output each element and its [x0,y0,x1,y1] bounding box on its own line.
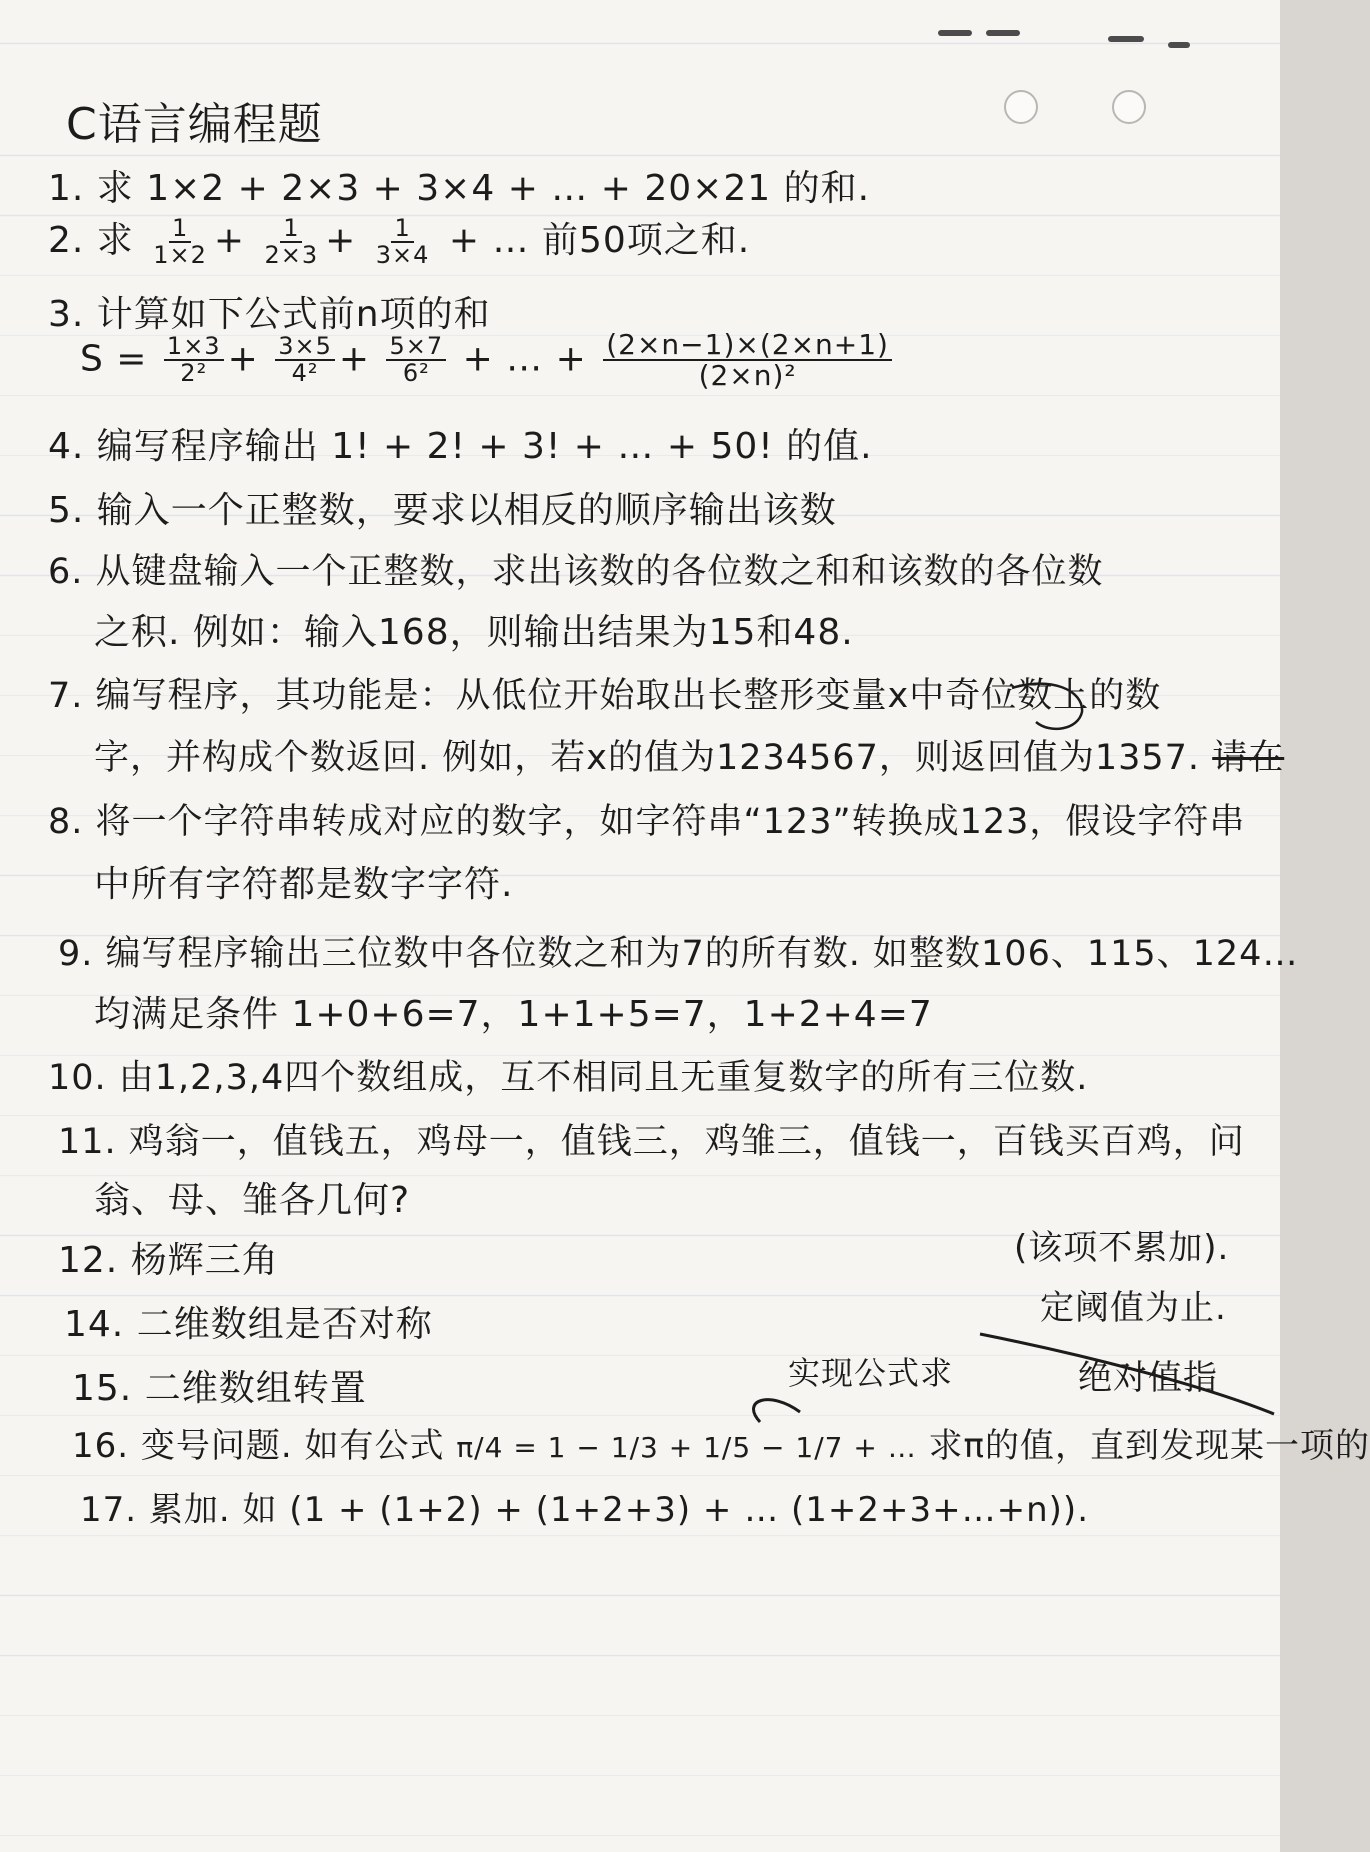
top-ink-mark [1168,42,1190,48]
question-12: 12. 杨辉三角 [58,1240,279,1281]
fraction: $\frac{1}{1\times 2}$ [153,213,207,269]
fraction: $\frac{1\times 3}{\text{2²}}$ [164,334,224,386]
insert-note: 实现公式求 [788,1354,954,1392]
question-8-line-2: 中所有字符都是数字字符. [94,864,514,905]
question-15: 15. 二维数组转置 [72,1368,367,1409]
question-8-line-1: 8. 将一个字符串转成对应的数字，如字符串“123”转换成123，假设字符串 [48,802,1246,842]
top-ink-mark [938,30,972,36]
question-17: 17. 累加. 如 (1 + (1+2) + (1+2+3) + … (1+2+3+…+n)). [80,1490,1089,1530]
fraction: $\frac{3\times 5}{\text{4²}}$ [275,334,335,386]
top-ink-mark [1108,36,1144,42]
question-16: 16. 变号问题. 如有公式 π/4 = 1 − 1/3 + 1/5 − 1/7 + … 求π的值，直到发现某一项的 [72,1426,1370,1466]
question-6-line-2: 之积. 例如：输入168，则输出结果为15和48. [94,612,854,653]
binder-hole [1004,90,1038,124]
question-7-line-1: 7. 编写程序，其功能是：从低位开始取出长整形变量x中奇位数上的数 [48,676,1162,716]
question-5: 5. 输入一个正整数，要求以相反的顺序输出该数 [48,490,837,531]
fraction: $\frac{1}{2\times 3}$ [264,213,319,269]
question-10: 10. 由1,2,3,4四个数组成，互不相同且无重复数字的所有三位数. [48,1058,1089,1098]
question-3-line-1: 3. 计算如下公式前n项的和 [48,294,491,335]
question-11-line-2: 翁、母、雏各几何? [94,1180,411,1221]
question-14: 14. 二维数组是否对称 [64,1304,433,1345]
question-6-line-1: 6. 从键盘输入一个正整数，求出该数的各位数之和和该数的各位数 [48,552,1104,592]
question-9-line-2: 均满足条件 1+0+6=7，1+1+5=7，1+2+4=7 [94,994,933,1035]
question-2-head: 2. 求 [48,220,134,261]
question-2-tail: + … 前50项之和. [448,220,751,261]
question-3-formula: S = $\frac{1\times 3}{\text{2²}}$ + $\frac{3\times 5}{\text{4²}}$ + $\frac{5\times 7}{\text{6²}}$ + … + $\frac{(2\times n-1)\times(2\times n+1)}{\text{(2×n)²}}$ [80,330,896,391]
struck-text: 请在 [1212,738,1285,778]
question-2: 2. 求 $\frac{1}{1\times 2}$ + $\frac{1}{2\times 3}$ + $\frac{1}{3\times 4}$ + … 前50项之和. [48,213,751,269]
fraction: $\frac{1}{3\times 4}$ [375,213,430,269]
binder-hole [1112,90,1146,124]
side-note-3: 绝对值指 [1078,1358,1218,1398]
fraction: $\frac{5\times 7}{\text{6²}}$ [386,334,446,386]
question-7-line-2: 字，并构成个数返回. 例如，若x的值为1234567，则返回值为1357. 请在 [94,738,1285,778]
side-note-1: (该项不累加). [1014,1228,1230,1268]
top-ink-mark [986,30,1020,36]
question-4: 4. 编写程序输出 1! + 2! + 3! + … + 50! 的值. [48,426,873,467]
question-11-line-1: 11. 鸡翁一，值钱五，鸡母一，值钱三，鸡雏三，值钱一，百钱买百鸡，问 [58,1122,1245,1162]
question-16-formula: π/4 = 1 − 1/3 + 1/5 − 1/7 + … [456,1431,917,1464]
question-1: 1. 求 1×2 + 2×3 + 3×4 + … + 20×21 的和. [48,168,871,209]
page-title: C语言编程题 [66,99,323,150]
side-note-2: 定阈值为止. [1040,1288,1227,1328]
question-9-line-1: 9. 编写程序输出三位数中各位数之和为7的所有数. 如整数106、115、124… [58,934,1299,974]
fraction: $\frac{(2\times n-1)\times(2\times n+1)}{\text{(2×n)²}}$ [603,330,892,391]
